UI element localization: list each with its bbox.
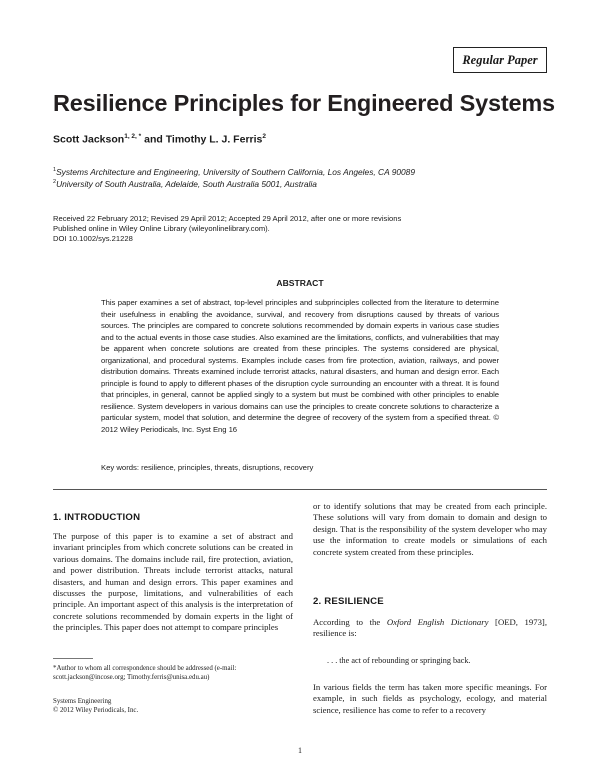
journal-copyright: © 2012 Wiley Periodicals, Inc. [53,707,139,715]
author-line [53,133,266,146]
affiliation-1-text: Systems Architecture and Engineering, University of Southern California, Los Angeles, CA 90089 [56,167,415,177]
resilience-heading: 2. RESILIENCE [313,596,384,607]
intro-continued [313,501,547,558]
received-dates: Received 22 February 2012; Revised 29 April 2012; Accepted 29 April 2012, after one or more revisions [53,214,402,223]
affiliation-2-sup: 2 [53,179,57,186]
page-number: 1 [298,746,302,755]
abstract-text: This paper examines a set of abstract, top-level principles and subprinciples collected from the literature to determine their usefulness in enabling the avoidance, survival, and recovery from disruptions caused by threats of various sources. The principles are compared to concrete solutions recommended by domain experts in various case studies and to the actual events in those case studies. Also examined are the limitations, conflicts, and vulnerabilities that may be apparent when concrete solutions are created from these principles. The systems considered are physical, organizational, and procedural systems. Examples include cases from fire protection, aviation, railways, and power distribution domains. Threats examined include terrorist attacks, natural disasters, and human and design error. Each principle is found to apply to different phases of the disruption cycle surrounding an encounter with a threat. It is found that principles, in general, cannot be applied singly to a system but must be combined with other principles to enable resilience. System developers in various domains can use the principles to create concrete solutions to characterize a particular system, model that solution, and determine the degree of recovery of the system from a specified threat. © 2012 Wiley Periodicals, Inc. Syst Eng 16 [101,298,499,435]
resilience-lead [313,617,550,640]
author-2: Timothy L. J. Ferris [165,133,263,146]
doi: DOI 10.1002/sys.21228 [53,234,133,243]
abstract-heading: ABSTRACT [276,278,324,288]
journal-name: Systems Engineering [53,698,112,705]
affiliation-2 [53,179,317,189]
intro-body [53,531,293,634]
author-2-sup: 2 [262,133,266,140]
resilience-paragraph [313,682,547,716]
definition-quote: . . . the act of rebounding or springing back. [327,656,471,665]
intro-continued-paragraph: or to identify solutions that may be created from each principle. These solutions will vary from domain to domain and design to design. That is the responsibility of the system developer who may use the information to create models or simulations of each concrete system created from these principles. [313,501,547,557]
intro-paragraph: The purpose of this paper is to examine a set of abstract and invariant principles from which concrete solutions can be created in various domains. The domains include rail, fire protection, aviation, and power distribution. Threats include terrorist attacks, natural disasters, and human and design errors. This paper examines and discusses the purpose, limitations, and vulnerabilities of each principle. An important aspect of this analysis is the interpretation of concrete solutions recommended by domain experts in the light of the principles. This paper does not attempt to compare principles [53,531,293,633]
footnote-rule [53,658,93,659]
resilience-lead-tail: [OED, 1973], resilience is: [313,617,550,639]
section-divider [53,489,547,490]
paper-title: Resilience Principles for Engineered Systems [53,90,555,116]
affiliation-1-sup: 1 [53,167,57,174]
footnote: *Author to whom all correspondence should be addressed (e-mail: scott.jackson@incose.org; Timothy.ferris@unisa.edu.au) [53,665,237,682]
oed-title: Oxford English Dictionary [386,617,489,627]
published-online: Published online in Wiley Online Library (wileyonlinelibrary.com). [53,224,270,233]
keywords: Key words: resilience, principles, threats, disruptions, recovery [101,463,314,472]
paper-type-badge: Regular Paper [453,47,547,73]
affiliation-2-text: University of South Australia, Adelaide, South Australia 5001, Australia [56,179,317,189]
resilience-lead-text: According to the [313,617,387,627]
resilience-paragraph-text: In various fields the term has taken more specific meanings. For example, in such fields as psychology, ecology, and material science, resilience has come to refer to a recovery [313,682,547,715]
author-and: and [141,133,166,146]
journal-info [53,697,138,716]
author-1-sup: 1, 2, * [124,133,142,140]
intro-heading: 1. INTRODUCTION [53,512,141,523]
author-1: Scott Jackson [53,133,125,146]
affiliation-1 [53,167,415,177]
